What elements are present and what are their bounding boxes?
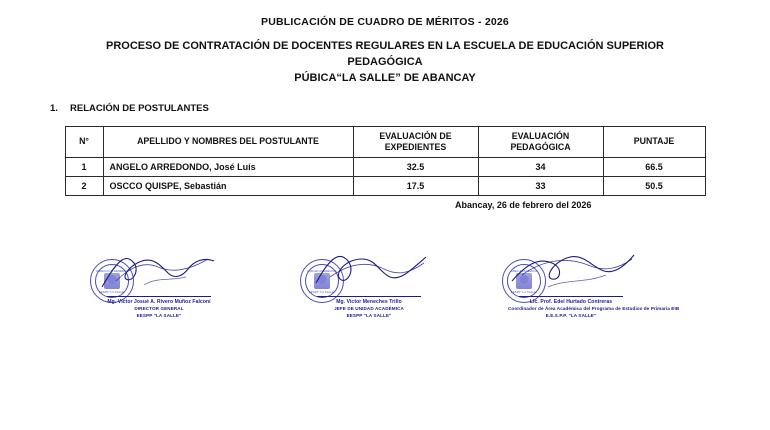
- column-header-number: N°: [65, 126, 103, 157]
- signature-rule: [107, 296, 211, 297]
- cell-name: OSCCO QUISPE, Sebastián: [103, 176, 353, 195]
- signature-block: [0, 245, 770, 335]
- handwritten-signature-icon: [96, 247, 224, 295]
- column-header-puntaje: PUNTAJE: [603, 126, 705, 157]
- section-heading: [50, 103, 730, 114]
- document-subtitle: [68, 39, 702, 87]
- signature-entity: EESPP "LA SALLE": [136, 312, 182, 318]
- table-header-row: [65, 126, 705, 157]
- signature-role: Coordinador de Área Académica del Programa de Estudios de Primaria EIB: [508, 306, 680, 311]
- table-header: [65, 126, 705, 157]
- place-and-date: Abancay, 26 de febrero del 2026: [455, 200, 592, 210]
- cell-puntaje: 66.5: [603, 157, 705, 176]
- subtitle-line-2: PÚBICA“LA SALLE” DE ABANCAY: [294, 71, 476, 84]
- signature-role: DIRECTOR GENERAL: [134, 306, 184, 311]
- signature-rule: [519, 296, 623, 297]
- signature-entity: EESPP "LA SALLE": [346, 312, 392, 318]
- section-number: 1.: [50, 102, 58, 114]
- subtitle-line-1: PROCESO DE CONTRATACIÓN DE DOCENTES REGULARES EN LA ESCUELA DE EDUCACIÓN SUPERIOR PEDAGÓGICA: [106, 40, 664, 68]
- handwritten-signature-icon: [508, 247, 636, 295]
- signature-name: Mg. Victor Meneches Trillo: [336, 298, 402, 305]
- cell-number: 2: [65, 176, 103, 195]
- signature-entity: E.E.S.P.P. "LA SALLE": [545, 312, 597, 318]
- section-title: RELACIÓN DE POSTULANTES: [70, 102, 209, 114]
- table-body: [65, 157, 705, 195]
- signature-role: JEFE DE UNIDAD ACADÉMICA: [334, 306, 404, 311]
- page-title: PUBLICACIÓN DE CUADRO DE MÉRITOS - 2026: [261, 16, 509, 28]
- column-header-expedientes: EVALUACIÓN DE EXPEDIENTES: [353, 126, 478, 157]
- cell-name: ANGELO ARREDONDO, José Luís: [103, 157, 353, 176]
- signature-coordinador-area: [490, 245, 680, 333]
- official-stamp-icon: DIRECCIÓN GENERAL EESPP "LA SALLE": [90, 259, 134, 303]
- cell-puntaje: 50.5: [603, 176, 705, 195]
- table-row: [65, 176, 705, 195]
- table-row: [65, 157, 705, 176]
- signature-jefe-unidad-academica: [288, 245, 438, 333]
- cell-expedientes: 32.5: [353, 157, 478, 176]
- column-header-pedagogica: EVALUACIÓN PEDAGÓGICA: [478, 126, 603, 157]
- signature-name: Mg. Víctor Josué A. Rivero Muñoz Falconí: [107, 298, 211, 305]
- signature-name: Lic. Prof. Edel Hurtado Contreras: [529, 298, 613, 305]
- signature-caption: [306, 295, 432, 320]
- column-header-name: APELLIDO Y NOMBRES DEL POSTULANTE: [103, 126, 353, 157]
- signature-caption: [508, 295, 680, 320]
- merit-table: [65, 126, 706, 196]
- signature-rule: [317, 296, 421, 297]
- signature-caption: [96, 295, 222, 320]
- cell-expedientes: 17.5: [353, 176, 478, 195]
- handwritten-signature-icon: [306, 247, 434, 295]
- signature-director-general: [78, 245, 228, 333]
- cell-pedagogica: 33: [478, 176, 603, 195]
- cell-pedagogica: 34: [478, 157, 603, 176]
- cell-number: 1: [65, 157, 103, 176]
- official-stamp-icon: ÁREA ACADÉMICA EESPP "LA SALLE": [502, 259, 546, 303]
- official-stamp-icon: UNIDAD ACADÉMICA EESPP "LA SALLE": [300, 259, 344, 303]
